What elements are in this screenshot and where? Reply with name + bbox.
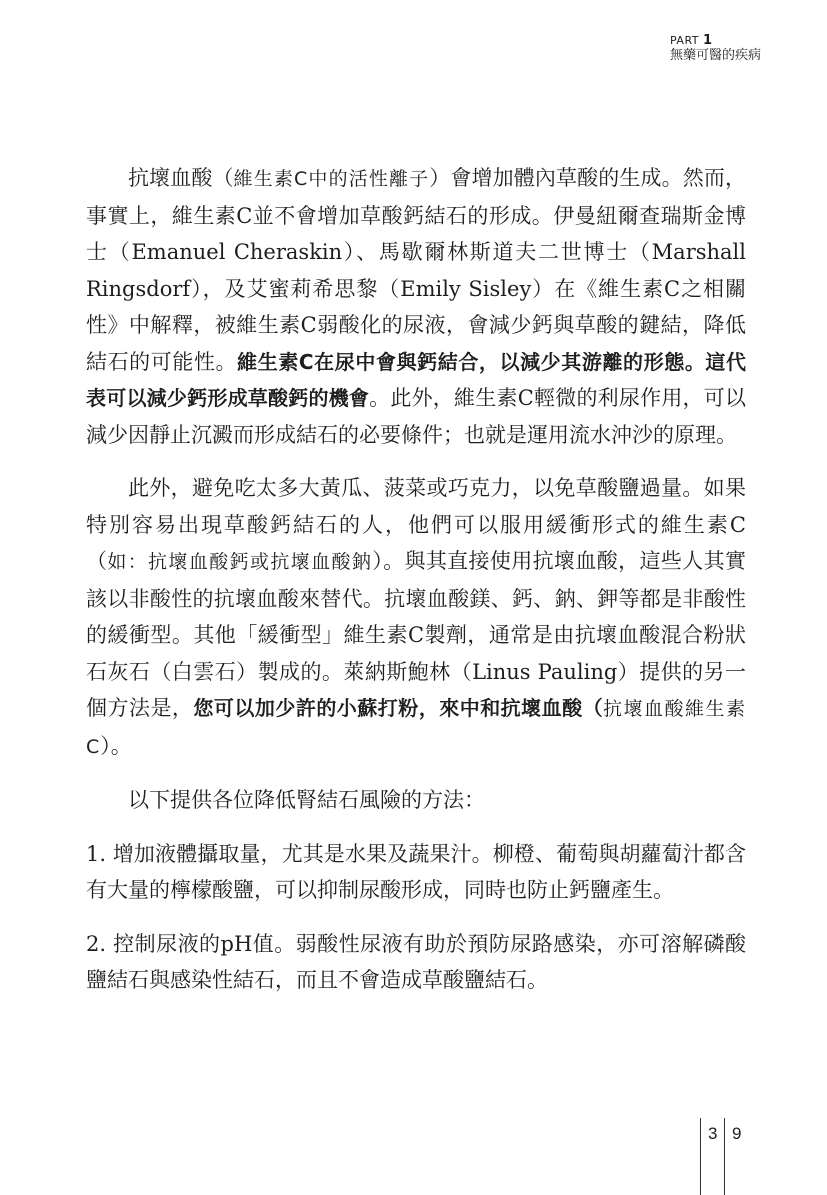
page-number-digit: 9 — [732, 1124, 742, 1143]
text-run: 。此外，維生素C輕微的利尿作用，可以減少因靜止沉澱而形成結石的必要條件；也就是運用流水沖沙的原理。 — [86, 386, 747, 447]
text-run: ）。與其直接使用抗壞血酸，這些人其實該以非酸性的抗壞血酸來替代。抗壞血酸鎂、鈣、鈉、鉀等都是非酸性的緩衝型。其他「緩衝型」維生素C製劑，通常是由抗壞血酸混合粉狀石灰石（白雲石）製成的。萊納斯鮑林（Linus Pauling）提供的另一個方法是， — [86, 549, 746, 720]
text-run: 抗壞血酸（ — [128, 166, 234, 190]
part-number: 1 — [703, 33, 713, 48]
body-text — [86, 160, 746, 1016]
page-number-footer — [700, 1118, 760, 1195]
list-item-1: 1. 增加液體攝取量，尤其是水果及蔬果汁。柳橙、葡萄與胡蘿蔔汁都含有大量的檸檬酸鹽，可以抑制尿酸形成，同時也防止鈣鹽產生。 — [86, 841, 746, 902]
running-header — [670, 34, 761, 64]
list-item-2: 2. 控制尿液的pH值。弱酸性尿液有助於預防尿路感染，亦可溶解磷酸鹽結石與感染性結石，而且不會造成草酸鹽結石。 — [86, 931, 746, 992]
chapter-title: 無藥可醫的疾病 — [669, 48, 761, 63]
page-number-digit: 3 — [708, 1124, 718, 1143]
part-label — [670, 34, 761, 47]
divider-line — [700, 1118, 701, 1195]
bold-run: 維生素C在尿中會與鈣結合，以減少其游離的形態。這代表可以減少鈣形成草酸鈣的機會 — [86, 349, 746, 410]
paragraph-1 — [86, 160, 746, 453]
paragraph-2 — [86, 470, 746, 765]
bold-run: 您可以加少許的小蘇打粉，來中和抗壞血酸（ — [193, 696, 604, 720]
note-run: 抗壞血酸維生素C — [86, 698, 746, 758]
text-run: 此外，避免吃太多大黃瓜、菠菜或巧克力，以免草酸鹽過量。如果特別容易出現草酸鈣結石的人，他們可以服用緩衝形式的維生素C（ — [86, 476, 746, 573]
paragraph-3: 以下提供各位降低腎結石風險的方法： — [128, 788, 485, 812]
note-run: 維生素C中的活性離子 — [233, 168, 430, 190]
text-run: ）。 — [100, 733, 132, 758]
note-run: 如：抗壞血酸鈣或抗壞血酸鈉 — [107, 551, 373, 573]
divider-line — [724, 1118, 725, 1195]
text-run: ）會增加體內草酸的生成。然而，事實上，維生素C並不會增加草酸鈣結石的形成。伊曼紐爾查瑞斯金博士（Emanuel Cheraskin）、馬歇爾林斯道夫二世博士（Marshall Ringsdorf），及艾蜜莉希思黎（Emily Sisley）在《維生素C之相關性》中解釋，被維生素C弱酸化的尿液，會減少鈣與草酸的鍵結，降低結石的可能性。 — [86, 166, 747, 374]
part-prefix: PART — [669, 34, 700, 47]
